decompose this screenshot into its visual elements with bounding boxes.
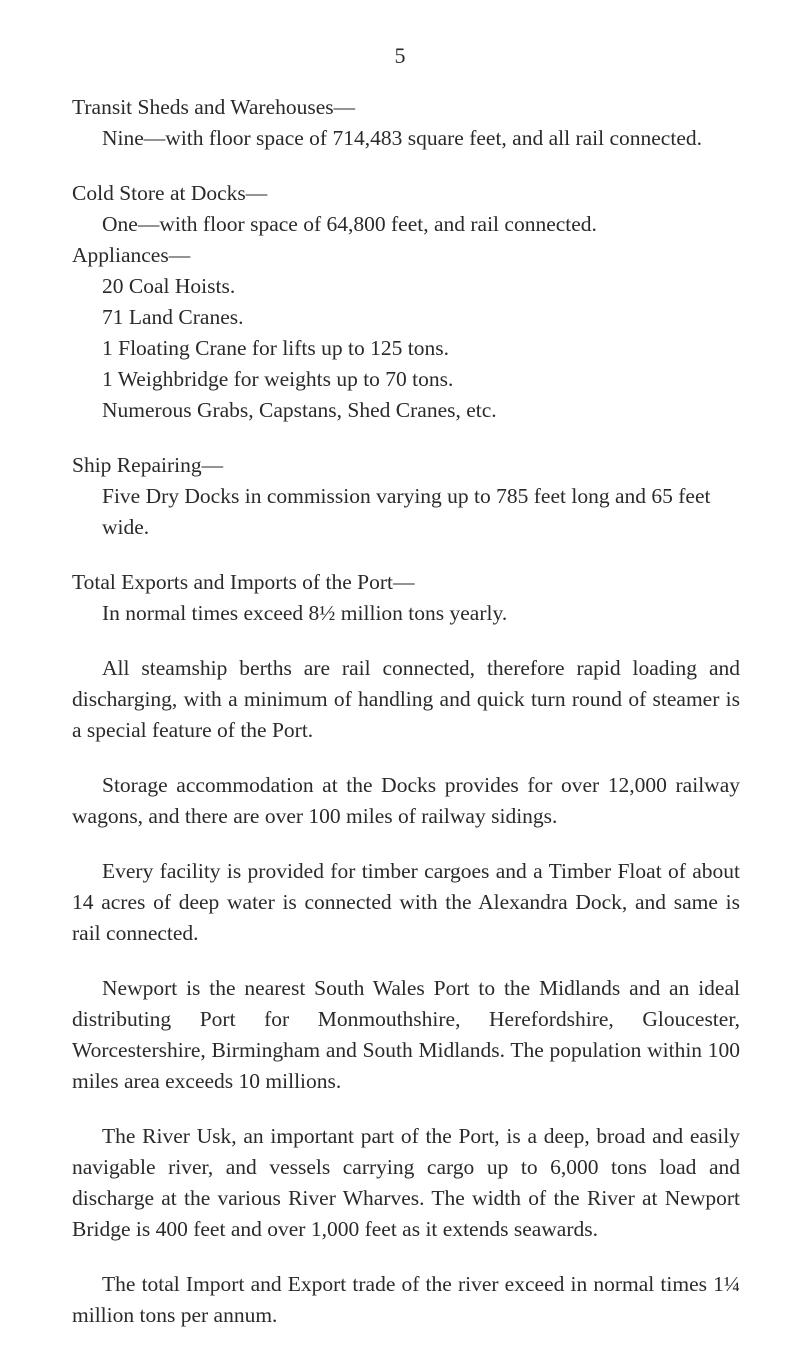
page-number: 5	[394, 43, 406, 68]
paragraph: The total Import and Export trade of the river exceed in normal times 1¼ million tons per annum.	[72, 1272, 740, 1327]
list-item: 20 Coal Hoists.	[102, 274, 236, 298]
paragraph: Every facility is provided for timber cargoes and a Timber Float of about 14 acres of deep water is connected with the Alexandra Dock, and same is rail connected.	[72, 859, 740, 945]
section-heading: Cold Store at Docks—	[72, 181, 268, 205]
list-item: Numerous Grabs, Capstans, Shed Cranes, etc.	[102, 398, 497, 422]
section-ship-repairing	[72, 450, 740, 543]
section-text: Five Dry Docks in commission varying up to 785 feet long and 65 feet wide.	[102, 484, 711, 539]
section-text: One—with floor space of 64,800 feet, and rail connected.	[102, 212, 597, 236]
list-item: 71 Land Cranes.	[102, 305, 244, 329]
section-heading: Ship Repairing—	[72, 453, 224, 477]
section-heading: Appliances—	[72, 243, 191, 267]
section-text: In normal times exceed 8½ million tons yearly.	[102, 601, 508, 625]
section-text: Nine—with floor space of 714,483 square feet, and all rail connected.	[102, 126, 702, 150]
section-total-exports	[72, 567, 740, 629]
page-content	[72, 92, 740, 1331]
section-heading: Total Exports and Imports of the Port—	[72, 570, 415, 594]
section-appliances	[72, 240, 740, 426]
paragraph: The River Usk, an important part of the Port, is a deep, broad and easily navigable river, and vessels carrying cargo up to 6,000 tons load and discharge at the various River Wharves. The width of the River at Newport Bridge is 400 feet and over 1,000 feet as it extends seawards.	[72, 1124, 740, 1241]
paragraph: Storage accommodation at the Docks provides for over 12,000 railway wagons, and there are over 100 miles of railway sidings.	[72, 773, 740, 828]
section-heading: Transit Sheds and Warehouses—	[72, 95, 356, 119]
paragraph: All steamship berths are rail connected, therefore rapid loading and discharging, with a minimum of handling and quick turn round of steamer is a special feature of the Port.	[72, 656, 740, 742]
section-cold-store	[72, 178, 740, 240]
list-item: 1 Weighbridge for weights up to 70 tons.	[102, 367, 454, 391]
section-transit-sheds	[72, 92, 740, 154]
paragraph: Newport is the nearest South Wales Port to the Midlands and an ideal distributing Port for Monmouthshire, Herefordshire, Gloucester, Worcestershire, Birmingham and South Midlands. The population within 100 miles area exceeds 10 millions.	[72, 976, 740, 1093]
list-item: 1 Floating Crane for lifts up to 125 tons.	[102, 336, 449, 360]
